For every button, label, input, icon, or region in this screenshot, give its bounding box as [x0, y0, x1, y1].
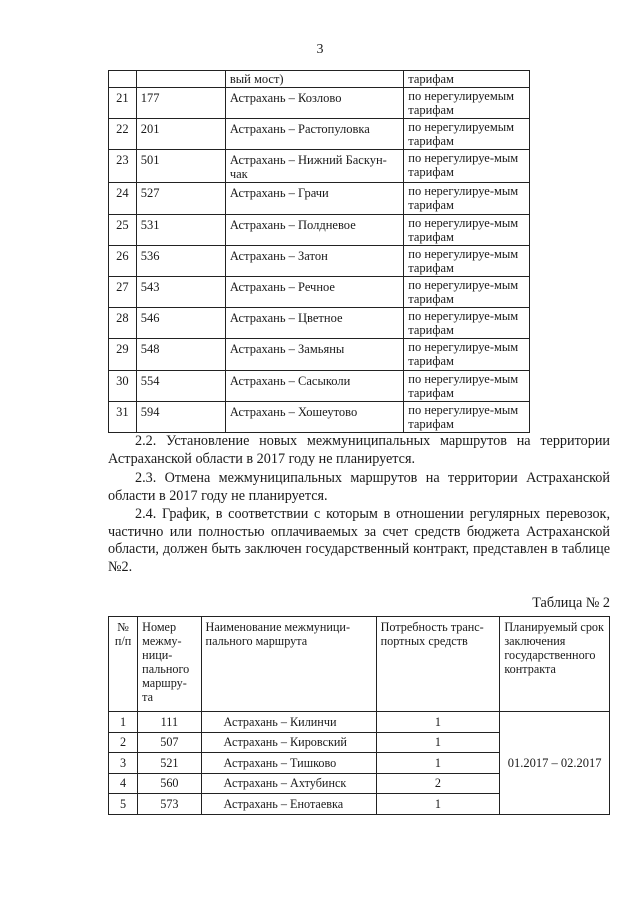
header-contract-date: Планируемый срок заключения государственного контракта — [500, 617, 610, 712]
row-number-cell: 26 — [109, 245, 137, 276]
vehicle-need-cell: 1 — [376, 712, 500, 733]
table-caption: Таблица № 2 — [532, 595, 610, 611]
route-code-cell: 573 — [138, 794, 201, 815]
route-name-cell: Астрахань – Козлово — [225, 88, 403, 119]
route-name-cell: Астрахань – Тишково — [201, 753, 376, 774]
table-row — [109, 150, 530, 183]
row-number-cell: 28 — [109, 308, 137, 339]
row-number-cell: 5 — [109, 794, 138, 815]
route-name-cell: Астрахань – Речное — [225, 276, 403, 307]
tariff-cell: по нерегулируемым тарифам — [404, 88, 530, 119]
row-number-cell: 1 — [109, 712, 138, 733]
route-name-cell: Астрахань – Растопуловка — [225, 119, 403, 150]
table-row — [109, 339, 530, 370]
route-code-cell: 527 — [136, 183, 225, 214]
page-number: 3 — [316, 42, 324, 57]
row-number-cell: 25 — [109, 214, 137, 245]
route-name-cell: Астрахань – Затон — [225, 245, 403, 276]
table-row — [109, 308, 530, 339]
tariff-cell: тарифам — [404, 71, 530, 88]
tariff-cell: по нерегулируе-мым тарифам — [404, 370, 530, 401]
paragraph-2-2: 2.2. Установление новых межмуниципальных маршрутов на территории Астраханской области в 2017 году не планируется. — [108, 433, 610, 467]
row-number-cell: 4 — [109, 773, 138, 794]
row-number-cell: 29 — [109, 339, 137, 370]
table-row — [109, 712, 610, 733]
route-name-cell: вый мост) — [225, 71, 403, 88]
tariff-cell: по нерегулируе-мым тарифам — [404, 183, 530, 214]
tariff-cell: по нерегулируе-мым тарифам — [404, 214, 530, 245]
route-name-cell: Астрахань – Цветное — [225, 308, 403, 339]
route-code-cell: 531 — [136, 214, 225, 245]
tariff-cell: по нерегулируе-мым тарифам — [404, 339, 530, 370]
paragraph-2-4: 2.4. График, в соответствии с которым в отношении регулярных перевозок, частично или полностью оплачиваемых за счет средств бюджета Астраханской области, должен быть заключен государственный контракт, представлен в таблице №2. — [108, 506, 610, 575]
vehicle-need-cell: 1 — [376, 794, 500, 815]
contract-schedule-table — [108, 616, 610, 815]
route-code-cell: 546 — [136, 308, 225, 339]
row-number-cell: 27 — [109, 276, 137, 307]
route-code-cell: 201 — [136, 119, 225, 150]
row-number-cell: 23 — [109, 150, 137, 183]
route-name-cell: Астрахань – Хошеутово — [225, 401, 403, 432]
table-row — [109, 276, 530, 307]
header-route-code: Номер межму-ници-пального маршру-та — [138, 617, 201, 712]
route-name-cell: Астрахань – Кировский — [201, 732, 376, 753]
row-number-cell: 24 — [109, 183, 137, 214]
row-number-cell: 30 — [109, 370, 137, 401]
routes-table-continued — [108, 70, 530, 433]
tariff-cell: по нерегулируе-мым тарифам — [404, 276, 530, 307]
table-row — [109, 370, 530, 401]
route-code-cell: 594 — [136, 401, 225, 432]
route-code-cell: 501 — [136, 150, 225, 183]
route-code-cell: 507 — [138, 732, 201, 753]
contract-period-cell: 01.2017 – 02.2017 — [500, 712, 610, 815]
route-code-cell: 111 — [138, 712, 201, 733]
route-code-cell: 560 — [138, 773, 201, 794]
route-code-cell: 536 — [136, 245, 225, 276]
tariff-cell: по нерегулируе-мым тарифам — [404, 245, 530, 276]
tariff-cell: по нерегулируе-мым тарифам — [404, 401, 530, 432]
vehicle-need-cell: 2 — [376, 773, 500, 794]
route-name-cell: Астрахань – Сасыколи — [225, 370, 403, 401]
route-name-cell: Астрахань – Полдневое — [225, 214, 403, 245]
table-row — [109, 88, 530, 119]
vehicle-need-cell: 1 — [376, 732, 500, 753]
row-number-cell — [109, 71, 137, 88]
table-row — [109, 71, 530, 88]
route-name-cell: Астрахань – Грачи — [225, 183, 403, 214]
route-code-cell: 543 — [136, 276, 225, 307]
header-vehicle-need: Потребность транс-портных средств — [376, 617, 500, 712]
table-row — [109, 401, 530, 432]
row-number-cell: 2 — [109, 732, 138, 753]
tariff-cell: по нерегулируе-мым тарифам — [404, 308, 530, 339]
table-row — [109, 245, 530, 276]
row-number-cell: 31 — [109, 401, 137, 432]
vehicle-need-cell: 1 — [376, 753, 500, 774]
tariff-cell: по нерегулируе-мым тарифам — [404, 150, 530, 183]
paragraph-2-3: 2.3. Отмена межмуниципальных маршрутов на территории Астраханской области в 2017 году не планируется. — [108, 470, 610, 504]
route-name-cell: Астрахань – Ахтубинск — [201, 773, 376, 794]
header-route-name: Наименование межмуници-пального маршрута — [201, 617, 376, 712]
route-code-cell: 177 — [136, 88, 225, 119]
route-code-cell: 548 — [136, 339, 225, 370]
header-number: № п/п — [109, 617, 138, 712]
table-row — [109, 119, 530, 150]
row-number-cell: 3 — [109, 753, 138, 774]
route-code-cell: 521 — [138, 753, 201, 774]
route-name-cell: Астрахань – Нижний Баскун-чак — [225, 150, 403, 183]
table-row — [109, 214, 530, 245]
route-name-cell: Астрахань – Замьяны — [225, 339, 403, 370]
route-code-cell: 554 — [136, 370, 225, 401]
route-code-cell — [136, 71, 225, 88]
row-number-cell: 21 — [109, 88, 137, 119]
table-header-row — [109, 617, 610, 712]
route-name-cell: Астрахань – Енотаевка — [201, 794, 376, 815]
row-number-cell: 22 — [109, 119, 137, 150]
route-name-cell: Астрахань – Килинчи — [201, 712, 376, 733]
tariff-cell: по нерегулируемым тарифам — [404, 119, 530, 150]
table-row — [109, 183, 530, 214]
